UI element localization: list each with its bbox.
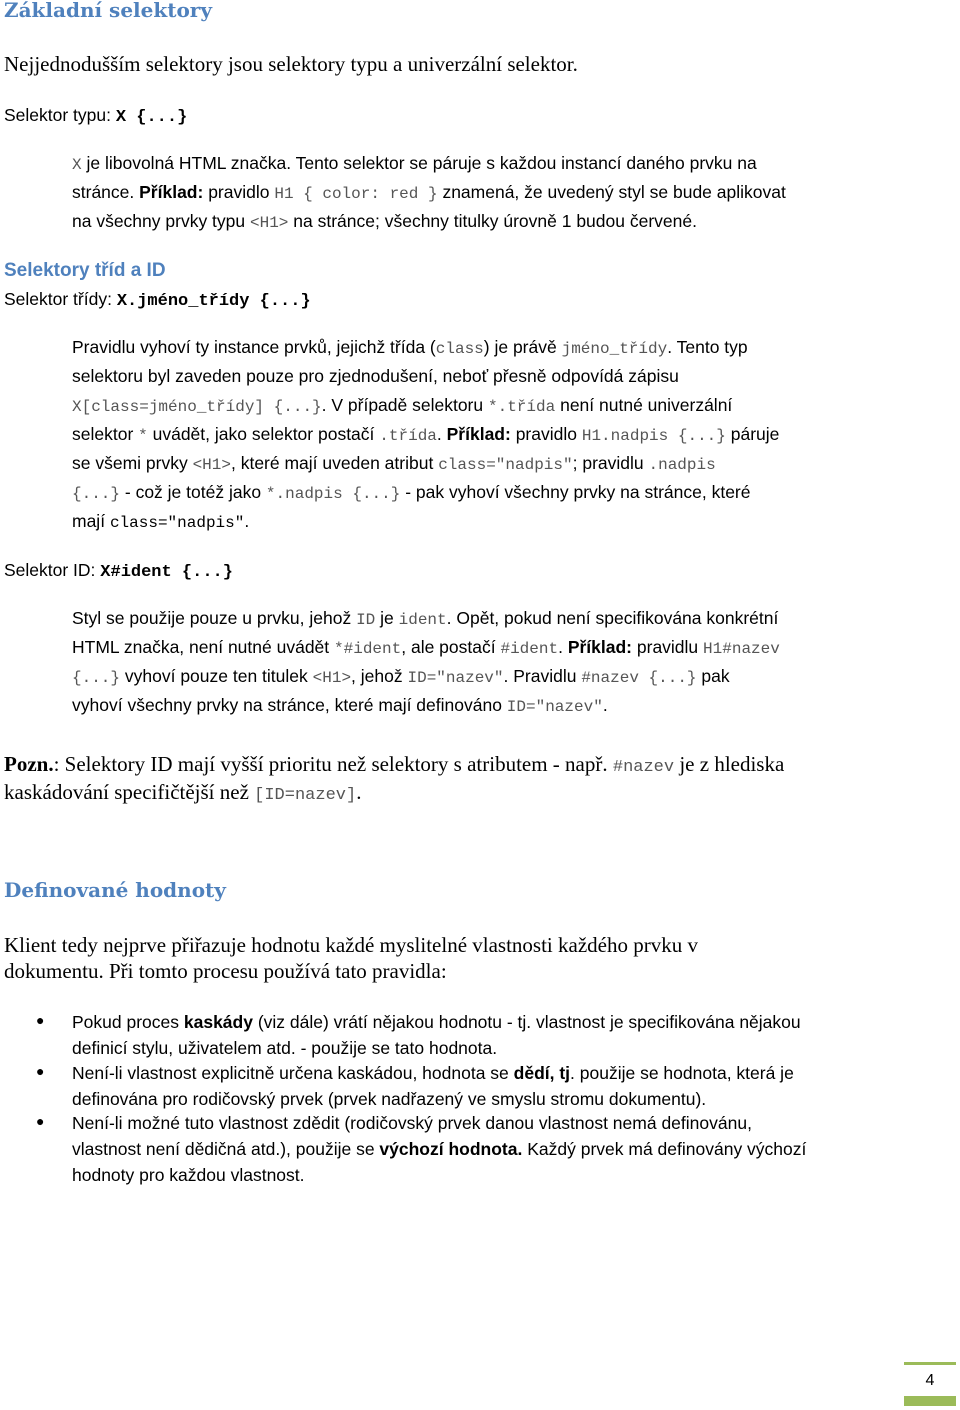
bullet-1-line-2: [72, 1038, 497, 1059]
page-number: 4: [925, 1372, 935, 1389]
class-line-3: [72, 395, 732, 416]
code: *: [138, 427, 148, 445]
code: #ident: [500, 640, 559, 658]
page-number-box: [904, 1362, 956, 1406]
code: <H1>: [192, 456, 231, 474]
text: Každý prvek má definovány výchozí: [522, 1139, 807, 1159]
text: . Tento typ: [667, 337, 748, 357]
code: class: [435, 340, 484, 358]
id-selector-code: X#ident {...}: [100, 563, 233, 582]
code: <H1>: [250, 214, 289, 232]
text: , ale postačí: [401, 637, 501, 657]
text: definována pro rodičovský prvek (prvek nadřazený ve smyslu stromu dokumentu).: [72, 1089, 707, 1109]
code: class="nadpis": [438, 456, 573, 474]
code: #nazev {...}: [581, 669, 697, 687]
text: vyhoví všechny prvky na stránce, které mají definováno: [72, 695, 507, 715]
heading-definovane-hodnoty: Definované hodnoty: [4, 878, 226, 902]
type-selector-label-text: Selektor typu:: [4, 105, 116, 125]
label-text: Selektor ID:: [4, 560, 101, 580]
code: ID="nazev": [506, 698, 603, 716]
text: Pokud proces: [72, 1012, 184, 1032]
type-selector-code: X {...}: [115, 108, 188, 127]
text: na stránce; všechny titulky úrovně 1 budou červené.: [288, 211, 697, 231]
text: HTML značka, není nutné uvádět: [72, 637, 335, 657]
code: class="nadpis": [109, 514, 245, 532]
text: , jehož: [351, 666, 408, 686]
text: ) je právě: [483, 337, 562, 357]
text: . Opět, pokud není specifikována konkrétní: [446, 608, 779, 628]
text: pravidlo: [203, 182, 275, 202]
intro-paragraph: [4, 52, 578, 77]
text: Pravidlu vyhoví ty instance prvků, jejichž třída (: [72, 337, 436, 357]
text: : Selektory ID mají vyšší prioritu než selektory s atributem - např.: [53, 752, 613, 776]
text: pravidlo: [510, 424, 582, 444]
text: Styl se použije pouze u prvku, jehož: [72, 608, 357, 628]
example-label: Příklad:: [446, 424, 511, 444]
text: .: [602, 695, 608, 715]
note-line-2: [4, 780, 361, 805]
text: stránce.: [72, 182, 140, 202]
code: [ID=nazev]: [254, 786, 357, 805]
class-selector-code: X.jméno_třídy {...}: [116, 292, 311, 311]
bold-term: kaskády: [183, 1012, 253, 1032]
code: <H1>: [312, 669, 352, 687]
text: není nutné univerzální: [555, 395, 733, 415]
class-line-7: [72, 511, 249, 532]
text: znamená, že uvedený styl se bude aplikovat: [437, 182, 786, 202]
text: na všechny prvky typu: [72, 211, 250, 231]
code: *#ident: [334, 640, 402, 658]
text: páruje: [725, 424, 780, 444]
section3-intro-line-2: dokumentu. Při tomto procesu používá tato pravidla:: [4, 959, 447, 983]
type-selector-label: [4, 105, 187, 127]
code: {...}: [72, 485, 121, 503]
code: .nadpis: [648, 456, 716, 474]
id-line-1: [72, 608, 778, 629]
id-selector-label: [4, 560, 233, 582]
text: mají: [72, 511, 110, 531]
bold-term: dědí, tj: [513, 1063, 571, 1083]
text: definicí stylu, uživatelem atd. - použije se tato hodnota.: [72, 1038, 498, 1058]
code: ID: [356, 611, 376, 629]
bullet-dot: ●: [36, 1065, 45, 1080]
example-label: Příklad:: [139, 182, 204, 202]
code-x: X: [72, 156, 82, 174]
heading-selektory-trid: Selektory tříd a ID: [4, 260, 166, 281]
class-line-2: [72, 366, 679, 387]
class-line-1: [72, 337, 748, 358]
text: se všemi prvky: [72, 453, 193, 473]
code: jméno_třídy: [561, 340, 668, 358]
bullet-dot: ●: [36, 1115, 45, 1130]
section3-intro-line-1: Klient tedy nejprve přiřazuje hodnotu každé myslitelné vlastnosti každého prvku v: [4, 933, 698, 957]
text: .: [436, 424, 447, 444]
code: ident: [398, 611, 447, 629]
note-label: Pozn.: [4, 752, 54, 776]
code: {...}: [72, 669, 121, 687]
code: *.třída: [488, 398, 556, 416]
text: pak: [696, 666, 730, 686]
text: . V případě selektoru: [321, 395, 488, 415]
text: (viz dále) vrátí nějakou hodnotu - tj. vlastnost je specifikována nějakou: [252, 1012, 801, 1032]
bullet-1-line-1: [72, 1012, 801, 1033]
text: selektoru byl zaveden pouze pro zjednodušení, neboť přesně odpovídá zápisu: [72, 366, 679, 386]
id-line-3: [72, 666, 730, 687]
text: Není-li možné tuto vlastnost zdědit (rodičovský prvek danou vlastnost nemá definovánu,: [72, 1113, 752, 1133]
text: - pak vyhoví všechny prvky na stránce, které: [400, 482, 751, 502]
text: ; pravidlu: [572, 453, 649, 473]
bullet-3-line-2: [72, 1139, 806, 1160]
type-line-3: [72, 211, 697, 232]
bullet-dot: ●: [36, 1014, 45, 1029]
bold-term: výchozí hodnota.: [379, 1139, 523, 1159]
text: , které mají uveden atribut: [230, 453, 439, 473]
bullet-2-line-2: [72, 1089, 706, 1110]
text: .: [356, 780, 362, 804]
heading-zakladni-selektory: Základní selektory: [4, 0, 212, 22]
text: je libovolná HTML značka. Tento selektor se páruje s každou instancí daného prvku na: [81, 153, 757, 173]
text: Není-li vlastnost explicitně určena kaskádou, hodnota se: [72, 1063, 514, 1083]
text: selektor: [72, 424, 139, 444]
text: je: [375, 608, 399, 628]
code: #nazev: [612, 758, 675, 777]
id-line-4: [72, 695, 608, 716]
example-label: Příklad:: [567, 637, 633, 657]
id-line-2: [72, 637, 780, 658]
label-text: Selektor třídy:: [4, 289, 117, 309]
text: .: [558, 637, 568, 657]
bullet-3-line-3: [72, 1165, 305, 1186]
class-line-6: [72, 482, 751, 503]
text: hodnoty pro každou vlastnost.: [72, 1165, 305, 1185]
intro-text: Nejjednodušším selektory jsou selektory typu a univerzální selektor.: [4, 52, 578, 76]
code: ID="nazev": [407, 669, 504, 687]
text: uvádět, jako selektor postačí: [147, 424, 380, 444]
text: pravidlu: [632, 637, 704, 657]
text: . použije se hodnota, která je: [570, 1063, 794, 1083]
code: H1.nadpis {...}: [581, 427, 726, 445]
text: .: [244, 511, 250, 531]
text: vlastnost není dědičná atd.), použije se: [72, 1139, 380, 1159]
code: H1 { color: red }: [274, 185, 438, 203]
bullet-2-line-1: [72, 1063, 794, 1084]
text: . Pravidlu: [503, 666, 582, 686]
code: *.nadpis {...}: [265, 485, 401, 503]
class-line-4: [72, 424, 779, 445]
code: .třída: [379, 427, 437, 445]
class-selector-label: [4, 289, 311, 311]
class-line-5: [72, 453, 716, 474]
type-line-1: [72, 153, 757, 174]
text: kaskádování specifičtější než: [4, 780, 255, 804]
text: vyhoví pouze ten titulek: [120, 666, 313, 686]
type-line-2: [72, 182, 786, 203]
note-line-1: [4, 752, 784, 777]
text: - což je totéž jako: [120, 482, 266, 502]
text: je z hlediska: [674, 752, 785, 776]
bullet-3-line-1: [72, 1113, 752, 1134]
code: X[class=jméno_třídy] {...}: [72, 398, 322, 416]
code: H1#nazev: [703, 640, 780, 658]
